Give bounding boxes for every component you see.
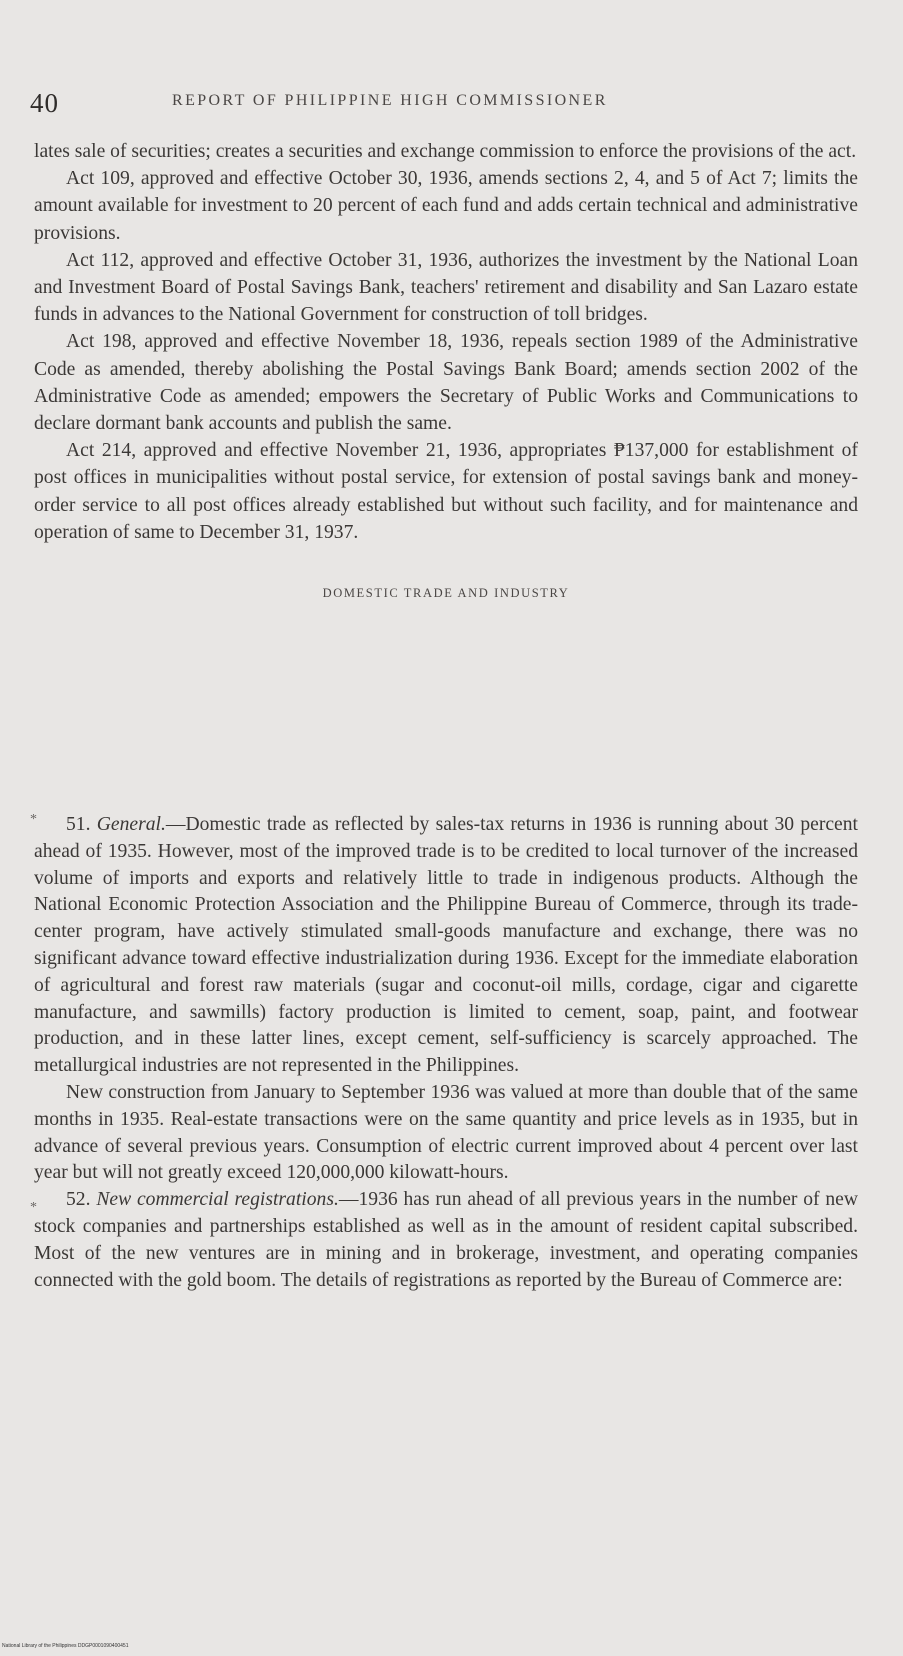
paragraph: New construction from January to September 1936 was valued at more than double that of the same months in 1935. Real-estate transactions were on the same quantity and price levels as in 1935, but in advance of several previous years. Consumption of electric current improved about 4 percent over last year but will not greatly exceed 120,000,000 kilowatt-hours. [34, 1081, 858, 1184]
running-head: REPORT OF PHILIPPINE HIGH COMMISSIONER [172, 92, 608, 109]
footer-attribution: National Library of the Philippines DDGP0001090400451 [2, 1643, 129, 1649]
body-text-top [34, 138, 858, 637]
margin-mark: * [30, 1200, 37, 1215]
paragraph-51 [34, 812, 858, 1080]
section-heading: DOMESTIC TRADE AND INDUSTRY [322, 586, 570, 601]
paragraph: Act 198, approved and effective November 18, 1936, repeals section 1989 of the Administrative Code as amended, thereby abolishing the Postal Savings Bank Board; amends section 2002 of the Administrative Code as amended; empowers the Secretary of Public Works and Communications to declare dormant bank accounts and publish the same. [34, 331, 858, 435]
paragraph: Act 214, approved and effective November 21, 1936, appropriates ₱137,000 for establishment of post offices in municipalities without postal service, for extension of postal savings bank and money-order service to all post offices already established but without such facility, and for maintenance and operation of same to December 31, 1937. [34, 440, 858, 543]
paragraph-number: 51. [66, 814, 91, 835]
paragraph: Act 112, approved and effective October 31, 1936, authorizes the investment by the National Loan and Investment Board of Postal Savings Bank, teachers' retirement and disability and San Lazaro estate funds in advances to the National Government for construction of toll bridges. [34, 249, 858, 326]
margin-mark: * [30, 812, 37, 827]
paragraph-text: —Domestic trade as reflected by sales-tax returns in 1936 is running about 30 percent ahead of 1935. However, most of the improved trade is to be credited to local turnover of the increased volume of imports and exports and relatively little to trade in indigenous products. Although the National Economic Protection Association and the Philippine Bureau of Commerce, through its trade-center program, have actively stimulated small-goods manufacture and exchange, there was no significant advance toward effective industrialization during 1936. Except for the immediate elaboration of agricultural and forest raw materials (sugar and coconut-oil mills, cordage, cigar and cigarette manufacture, and sawmills) factory production is limited to cement, soap, paint, and footwear production, and in these latter lines, except cement, self-sufficiency is scarcely approached. The metallurgical industries are not represented in the Philippines. [34, 814, 858, 1077]
paragraph-52 [34, 1187, 858, 1294]
paragraph-text: —1936 has run ahead of all previous years in the number of new stock companies and partnerships established as well as in the amount of resident capital subscribed. Most of the new ventures are in mining and in brokerage, investment, and operating companies connected with the gold boom. The details of registrations as reported by the Bureau of Commerce are: [34, 1189, 858, 1291]
paragraph-title: General. [96, 814, 166, 835]
paragraph: Act 109, approved and effective October 30, 1936, amends sections 2, 4, and 5 of Act 7; limits the amount available for investment to 20 percent of each fund and adds certain technical and administrative provisions. [34, 168, 858, 244]
paragraph-number: 52. [66, 1189, 91, 1211]
page-number: 40 [30, 88, 59, 118]
paragraph: lates sale of securities; creates a securities and exchange commission to enforce the provisions of the act. [34, 141, 857, 162]
paragraph-title: New commercial registrations. [96, 1189, 339, 1211]
body-text-bottom [34, 812, 858, 1294]
